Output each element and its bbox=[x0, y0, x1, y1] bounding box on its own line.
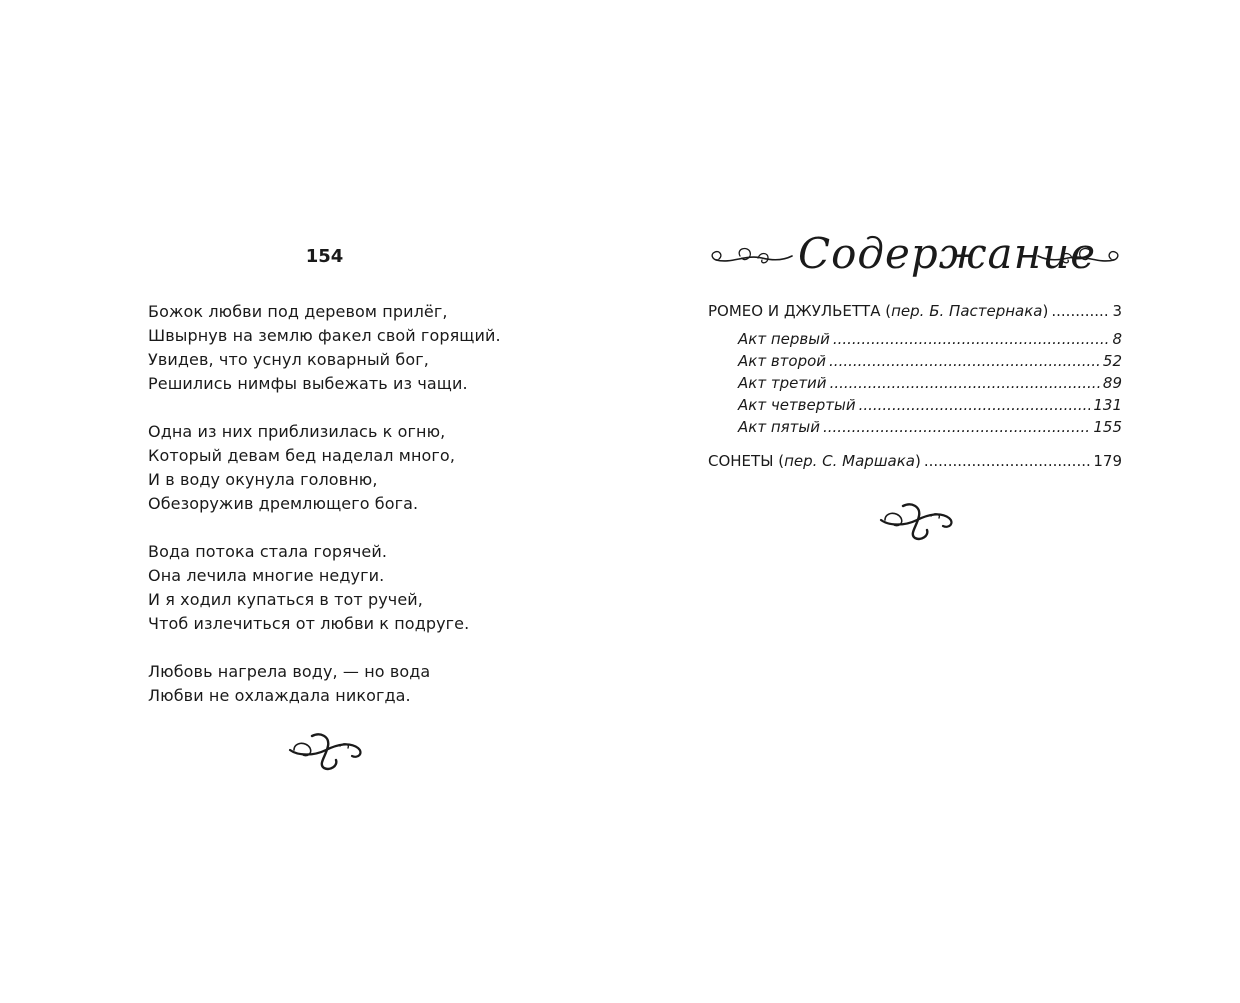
dot-leader bbox=[830, 372, 1100, 394]
poem-line: Швырнув на землю факел свой горящий. bbox=[148, 326, 501, 345]
toc-page-number: 131 bbox=[1093, 396, 1122, 414]
toc-paren-close: ) bbox=[1042, 302, 1049, 320]
toc-page-number: 179 bbox=[1093, 452, 1122, 470]
toc-header bbox=[706, 224, 1124, 284]
poem-line: Одна из них приблизилась к огню, bbox=[148, 422, 446, 441]
dot-leader bbox=[823, 416, 1090, 438]
toc-entry-title: СОНЕТЫ bbox=[708, 452, 774, 470]
toc-entry-title: Акт второй bbox=[738, 352, 827, 370]
right-page bbox=[620, 0, 1240, 1003]
poem-line: Любви не охлаждала никогда. bbox=[148, 686, 411, 705]
toc-entry-act[interactable] bbox=[708, 416, 1122, 438]
poem-line: Любовь нагрела воду, — но вода bbox=[148, 662, 431, 681]
toc-paren-open: ( bbox=[773, 452, 785, 470]
toc-entry-sonnets[interactable] bbox=[708, 450, 1122, 472]
toc-paren-open: ( bbox=[880, 302, 892, 320]
poem-line: Обезоружив дремлющего бога. bbox=[148, 494, 419, 513]
toc-translator-note: пер. С. Маршака bbox=[784, 452, 915, 470]
poem-line: И в воду окунула головню, bbox=[148, 470, 378, 489]
flourish-right-icon bbox=[1036, 242, 1124, 272]
toc-entry-act[interactable] bbox=[708, 328, 1122, 350]
toc-translator-note: пер. Б. Пастернака bbox=[891, 302, 1043, 320]
dot-leader bbox=[1051, 300, 1109, 322]
poem-line: Вода потока стала горячей. bbox=[148, 542, 388, 561]
toc-entry-act[interactable] bbox=[708, 372, 1122, 394]
stanza bbox=[148, 660, 501, 708]
toc-page-number: 8 bbox=[1112, 330, 1122, 348]
stanza bbox=[148, 300, 501, 396]
poem bbox=[148, 300, 501, 732]
toc-paren-close: ) bbox=[915, 452, 921, 470]
dot-leader bbox=[924, 450, 1091, 472]
toc-entry-title: Акт первый bbox=[738, 330, 830, 348]
toc-entry-romeo[interactable] bbox=[708, 300, 1122, 322]
dot-leader bbox=[833, 328, 1110, 350]
poem-line: Чтоб излечиться от любви к подруге. bbox=[148, 614, 470, 633]
table-of-contents bbox=[708, 300, 1122, 472]
poem-line: Решились нимфы выбежать из чащи. bbox=[148, 374, 468, 393]
poem-line: Который девам бед наделал много, bbox=[148, 446, 456, 465]
toc-entry-act[interactable] bbox=[708, 350, 1122, 372]
stanza bbox=[148, 540, 501, 636]
poem-line: Божок любви под деревом прилёг, bbox=[148, 302, 448, 321]
toc-entry-title: Акт четвертый bbox=[738, 396, 856, 414]
swirl-ornament-icon bbox=[875, 498, 957, 542]
toc-entry-act[interactable] bbox=[708, 394, 1122, 416]
poem-line: И я ходил купаться в тот ручей, bbox=[148, 590, 423, 609]
dot-leader bbox=[829, 350, 1100, 372]
sonnet-number: 154 bbox=[305, 246, 344, 267]
poem-line: Увидев, что уснул коварный бог, bbox=[148, 350, 429, 369]
flourish-left-icon bbox=[706, 242, 794, 272]
dot-leader bbox=[859, 394, 1091, 416]
poem-line: Она лечила многие недуги. bbox=[148, 566, 385, 585]
toc-title: Содержание bbox=[798, 229, 1097, 278]
toc-page-number: 3 bbox=[1112, 302, 1122, 320]
toc-page-number: 155 bbox=[1093, 418, 1122, 436]
toc-page-number: 52 bbox=[1102, 352, 1122, 370]
swirl-ornament-icon bbox=[284, 728, 366, 772]
toc-entry-title: Акт третий bbox=[738, 374, 827, 392]
stanza bbox=[148, 420, 501, 516]
toc-entry-title: Акт пятый bbox=[738, 418, 820, 436]
toc-page-number: 89 bbox=[1102, 374, 1122, 392]
toc-entry-title: РОМЕО И ДЖУЛЬЕТТА bbox=[708, 302, 881, 320]
